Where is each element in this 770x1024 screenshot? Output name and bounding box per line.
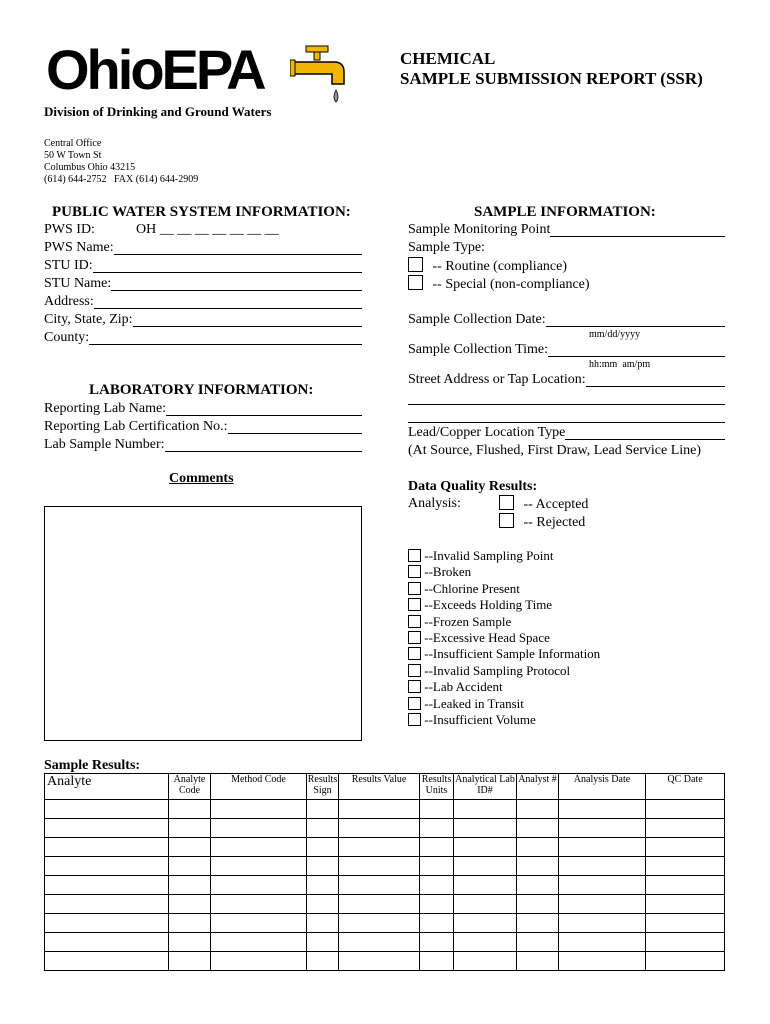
collection-time-field[interactable] (548, 341, 725, 357)
result-cell[interactable] (339, 800, 420, 819)
reason-checkbox[interactable] (408, 697, 421, 710)
result-cell[interactable] (45, 914, 169, 933)
monitoring-point-field[interactable] (550, 221, 725, 237)
col-results-sign: Results Sign (307, 774, 339, 800)
result-cell[interactable] (559, 914, 646, 933)
lead-copper-field[interactable] (565, 424, 725, 440)
address-line: (614) 644-2752 FAX (614) 644-2909 (44, 174, 199, 185)
result-cell[interactable] (420, 838, 454, 857)
result-cell[interactable] (211, 933, 307, 952)
stu-id-field[interactable] (93, 257, 362, 273)
result-cell[interactable] (307, 952, 339, 971)
result-cell[interactable] (45, 933, 169, 952)
reason-checkbox[interactable] (408, 680, 421, 693)
result-cell[interactable] (517, 838, 559, 857)
accepted-label: -- Accepted (523, 497, 589, 512)
result-cell[interactable] (339, 819, 420, 838)
street-address-label: Street Address or Tap Location: (408, 372, 586, 387)
sample-heading: SAMPLE INFORMATION: (474, 204, 656, 220)
reason-item: --Invalid Sampling Point (408, 548, 600, 564)
county-label: County: (44, 330, 90, 345)
result-cell[interactable] (211, 914, 307, 933)
reason-checkbox[interactable] (408, 582, 421, 595)
collection-time-label: Sample Collection Time: (408, 342, 549, 357)
faucet-icon (290, 44, 350, 110)
special-checkbox[interactable] (408, 275, 423, 290)
result-cell[interactable] (420, 933, 454, 952)
reason-item: --Exceeds Holding Time (408, 597, 600, 613)
result-cell[interactable] (559, 895, 646, 914)
street-address-field-line3[interactable] (408, 407, 725, 423)
result-cell[interactable] (211, 952, 307, 971)
result-cell[interactable] (454, 952, 517, 971)
address-line: Columbus Ohio 43215 (44, 162, 136, 173)
result-cell[interactable] (420, 819, 454, 838)
col-results-value: Results Value (339, 774, 420, 800)
result-cell[interactable] (45, 838, 169, 857)
dq-heading: Data Quality Results: (408, 479, 538, 494)
result-cell[interactable] (211, 857, 307, 876)
result-cell[interactable] (559, 933, 646, 952)
result-cell[interactable] (339, 838, 420, 857)
reason-checkbox[interactable] (408, 565, 421, 578)
monitoring-point-label: Sample Monitoring Point (408, 222, 551, 237)
result-cell[interactable] (646, 838, 725, 857)
result-cell[interactable] (454, 819, 517, 838)
address-line: 50 W Town St (44, 150, 102, 161)
comments-box[interactable] (44, 506, 362, 741)
result-cell[interactable] (211, 800, 307, 819)
result-cell[interactable] (211, 876, 307, 895)
reason-item: --Insufficient Volume (408, 712, 600, 728)
result-cell[interactable] (517, 857, 559, 876)
rejection-reasons-list (408, 548, 600, 728)
reason-checkbox[interactable] (408, 713, 421, 726)
stu-id-label: STU ID: (44, 258, 93, 273)
stu-name-label: STU Name: (44, 276, 112, 291)
result-cell[interactable] (339, 952, 420, 971)
result-cell[interactable] (454, 838, 517, 857)
result-cell[interactable] (454, 933, 517, 952)
city-state-zip-label: City, State, Zip: (44, 312, 133, 327)
reason-checkbox[interactable] (408, 549, 421, 562)
result-cell[interactable] (559, 857, 646, 876)
result-cell[interactable] (211, 819, 307, 838)
reason-checkbox[interactable] (408, 598, 421, 611)
result-cell[interactable] (559, 952, 646, 971)
result-cell[interactable] (169, 819, 211, 838)
address-line: Central Office (44, 138, 102, 149)
result-cell[interactable] (211, 838, 307, 857)
col-lab-id: Analytical Lab ID# (454, 774, 517, 800)
result-cell[interactable] (45, 857, 169, 876)
col-analysis-date: Analysis Date (559, 774, 646, 800)
result-cell[interactable] (169, 933, 211, 952)
result-cell[interactable] (646, 952, 725, 971)
address-label: Address: (44, 294, 94, 309)
street-address-field-line2[interactable] (408, 389, 725, 405)
lab-cert-field[interactable] (228, 418, 362, 434)
sample-type-label: Sample Type: (408, 240, 485, 255)
table-row (45, 857, 725, 876)
result-cell[interactable] (307, 933, 339, 952)
reason-item: --Insufficient Sample Information (408, 646, 600, 662)
accepted-checkbox[interactable] (499, 495, 514, 510)
result-cell[interactable] (517, 914, 559, 933)
city-state-zip-field[interactable] (133, 311, 362, 327)
result-cell[interactable] (339, 857, 420, 876)
result-cell[interactable] (45, 819, 169, 838)
result-cell[interactable] (339, 933, 420, 952)
result-cell[interactable] (454, 914, 517, 933)
pws-id-label: PWS ID: (44, 222, 95, 237)
results-table (44, 773, 725, 971)
result-cell[interactable] (420, 914, 454, 933)
stu-name-field[interactable] (111, 275, 362, 291)
pws-name-field[interactable] (114, 239, 362, 255)
result-cell[interactable] (420, 800, 454, 819)
table-row (45, 838, 725, 857)
result-cell[interactable] (454, 800, 517, 819)
result-cell[interactable] (339, 914, 420, 933)
col-results-units: Results Units (420, 774, 454, 800)
pws-id-field[interactable]: OH __ __ __ __ __ __ __ (136, 222, 279, 237)
office-address (44, 138, 198, 186)
table-row (45, 819, 725, 838)
result-cell[interactable] (454, 857, 517, 876)
pws-heading: PUBLIC WATER SYSTEM INFORMATION: (52, 204, 351, 220)
result-cell[interactable] (517, 800, 559, 819)
result-cell[interactable] (420, 952, 454, 971)
result-cell[interactable] (646, 895, 725, 914)
col-analyte-code: Analyte Code (169, 774, 211, 800)
lab-heading: LABORATORY INFORMATION: (89, 382, 314, 398)
reason-checkbox[interactable] (408, 615, 421, 628)
result-cell[interactable] (339, 895, 420, 914)
table-row (45, 895, 725, 914)
reason-item: --Frozen Sample (408, 614, 600, 630)
result-cell[interactable] (517, 895, 559, 914)
result-cell[interactable] (45, 800, 169, 819)
result-cell[interactable] (420, 895, 454, 914)
result-cell[interactable] (646, 914, 725, 933)
collection-date-field[interactable] (546, 311, 725, 327)
street-address-field[interactable] (586, 371, 725, 387)
result-cell[interactable] (169, 838, 211, 857)
lead-copper-label: Lead/Copper Location Type (408, 425, 566, 440)
result-cell[interactable] (646, 933, 725, 952)
result-cell[interactable] (646, 876, 725, 895)
analysis-label: Analysis: (408, 496, 461, 511)
lab-name-label: Reporting Lab Name: (44, 401, 167, 416)
date-format-hint: mm/dd/yyyy (589, 329, 641, 340)
result-cell[interactable] (211, 895, 307, 914)
reason-item: --Leaked in Transit (408, 696, 600, 712)
result-cell[interactable] (517, 933, 559, 952)
result-cell[interactable] (169, 857, 211, 876)
table-row (45, 876, 725, 895)
form-title-line1: CHEMICAL (400, 49, 496, 68)
rejected-label: -- Rejected (523, 515, 586, 530)
reason-checkbox[interactable] (408, 664, 421, 677)
result-cell[interactable] (517, 876, 559, 895)
ohio-epa-logo: OhioEPA (46, 38, 264, 101)
result-cell[interactable] (420, 857, 454, 876)
routine-label: -- Routine (compliance) (432, 259, 568, 274)
result-cell[interactable] (307, 838, 339, 857)
col-qc-date: QC Date (646, 774, 725, 800)
result-cell[interactable] (307, 914, 339, 933)
table-row (45, 800, 725, 819)
reason-item: --Invalid Sampling Protocol (408, 663, 600, 679)
comments-heading: Comments (169, 471, 234, 486)
col-method-code: Method Code (211, 774, 307, 800)
table-row (45, 952, 725, 971)
table-row (45, 914, 725, 933)
result-cell[interactable] (559, 819, 646, 838)
division-name: Division of Drinking and Ground Waters (44, 104, 272, 119)
lab-cert-label: Reporting Lab Certification No.: (44, 419, 228, 434)
reason-item: --Broken (408, 564, 600, 580)
result-cell[interactable] (307, 819, 339, 838)
result-cell[interactable] (45, 895, 169, 914)
result-cell[interactable] (169, 952, 211, 971)
result-cell[interactable] (307, 876, 339, 895)
col-analyte: Analyte (45, 774, 169, 800)
result-cell[interactable] (339, 876, 420, 895)
reason-checkbox[interactable] (408, 631, 421, 644)
result-cell[interactable] (307, 857, 339, 876)
time-format-hint: hh:mm am/pm (589, 359, 651, 370)
result-cell[interactable] (646, 800, 725, 819)
result-cell[interactable] (169, 876, 211, 895)
result-cell[interactable] (454, 876, 517, 895)
reason-item: --Excessive Head Space (408, 630, 600, 646)
lab-sample-label: Lab Sample Number: (44, 437, 165, 452)
collection-date-label: Sample Collection Date: (408, 312, 546, 327)
result-cell[interactable] (420, 876, 454, 895)
result-cell[interactable] (45, 952, 169, 971)
lab-name-field[interactable] (166, 400, 362, 416)
lead-copper-options: (At Source, Flushed, First Draw, Lead Service Line) (408, 443, 702, 458)
lab-sample-field[interactable] (165, 436, 362, 452)
special-label: -- Special (non-compliance) (432, 277, 590, 292)
result-cell[interactable] (559, 838, 646, 857)
col-analyst: Analyst # (517, 774, 559, 800)
reason-item: --Chlorine Present (408, 581, 600, 597)
result-cell[interactable] (559, 800, 646, 819)
result-cell[interactable] (646, 857, 725, 876)
routine-checkbox[interactable] (408, 257, 423, 272)
result-cell[interactable] (169, 895, 211, 914)
address-field[interactable] (94, 293, 362, 309)
rejected-checkbox[interactable] (499, 513, 514, 528)
result-cell[interactable] (559, 876, 646, 895)
results-heading: Sample Results: (44, 758, 141, 773)
result-cell[interactable] (307, 800, 339, 819)
result-cell[interactable] (169, 914, 211, 933)
county-field[interactable] (89, 329, 362, 345)
pws-name-label: PWS Name: (44, 240, 114, 255)
result-cell[interactable] (517, 819, 559, 838)
reason-checkbox[interactable] (408, 647, 421, 660)
table-row (45, 933, 725, 952)
result-cell[interactable] (45, 876, 169, 895)
form-title-line2: SAMPLE SUBMISSION REPORT (SSR) (400, 69, 703, 88)
result-cell[interactable] (169, 800, 211, 819)
reason-item: --Lab Accident (408, 679, 600, 695)
result-cell[interactable] (454, 895, 517, 914)
result-cell[interactable] (646, 819, 725, 838)
result-cell[interactable] (517, 952, 559, 971)
result-cell[interactable] (307, 895, 339, 914)
